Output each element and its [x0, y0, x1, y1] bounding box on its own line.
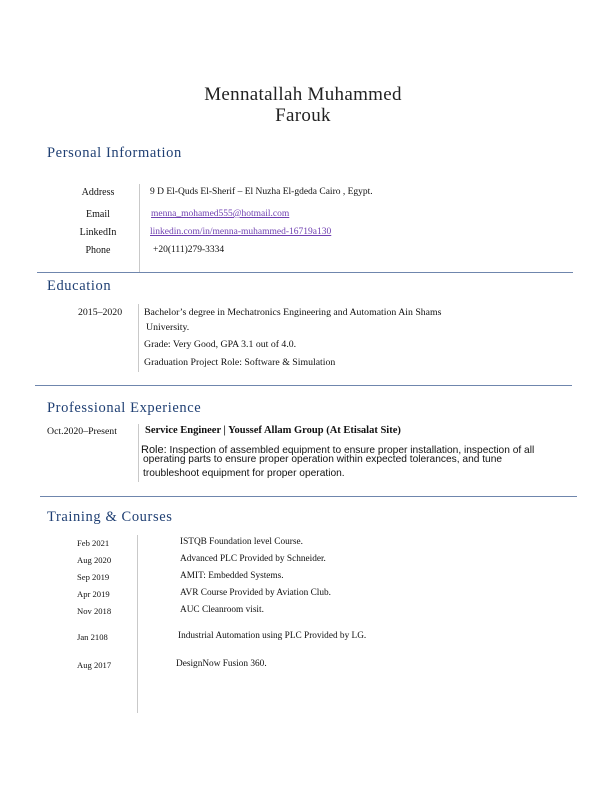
training-date: Feb 2021 — [77, 538, 110, 548]
grade: Grade: Very Good, GPA 3.1 out of 4.0. — [144, 339, 297, 350]
experience-section-title: Professional Experience — [47, 400, 202, 416]
graduation-project: Graduation Project Role: Software & Simulation — [144, 357, 336, 368]
training-course: AMIT: Embedded Systems. — [180, 571, 284, 581]
linkedin-link[interactable]: linkedin.com/in/menna-muhammed-16719a130 — [150, 227, 332, 237]
role-text-1: Inspection of assembled equipment to ensure proper installation, inspection of all — [166, 445, 535, 456]
training-date: Jan 2108 — [77, 632, 108, 642]
personal-divider — [139, 184, 140, 272]
degree-line-1: Bachelor’s degree in Mechatronics Engineering and Automation Ain Shams — [144, 307, 442, 318]
position-title: Service Engineer | Youssef Allam Group (At Etisalat Site) — [145, 425, 401, 436]
training-course: DesignNow Fusion 360. — [176, 659, 267, 669]
personal-section-title: Personal Information — [47, 145, 182, 161]
education-section-title: Education — [47, 278, 112, 294]
linkedin-label: LinkedIn — [79, 227, 117, 238]
degree-line-2: University. — [146, 322, 190, 333]
education-divider — [138, 304, 139, 372]
experience-dates: Oct.2020–Present — [47, 426, 117, 437]
address-label: Address — [81, 187, 115, 198]
experience-divider — [138, 424, 139, 482]
role-line-2: operating parts to ensure proper operation within expected tolerances, and tune — [143, 454, 503, 465]
email-link[interactable]: menna_mohamed555@hotmail.com — [151, 209, 290, 219]
training-date: Nov 2018 — [77, 606, 112, 616]
section-rule — [40, 496, 577, 497]
role-label: Role: — [141, 444, 167, 456]
training-date: Sep 2019 — [77, 572, 110, 582]
email-label: Email — [86, 209, 110, 220]
section-rule — [37, 272, 573, 273]
training-course: ISTQB Foundation level Course. — [180, 537, 303, 547]
training-divider — [137, 535, 138, 713]
name-line-2: Farouk — [275, 105, 331, 126]
phone-value: +20(111)279-3334 — [153, 245, 225, 255]
address-value: 9 D El-Quds El-Sherif – El Nuzha El-gdeda Cairo , Egypt. — [150, 187, 373, 197]
role-line-3: troubleshoot equipment for proper operation. — [143, 468, 345, 479]
training-section-title: Training & Courses — [47, 509, 173, 525]
training-course: Industrial Automation using PLC Provided by LG. — [178, 631, 367, 641]
training-course: Advanced PLC Provided by Schneider. — [180, 554, 326, 564]
section-rule — [35, 385, 572, 386]
phone-label: Phone — [85, 245, 111, 256]
training-date: Aug 2017 — [77, 660, 112, 670]
name-line-1: Mennatallah Muhammed — [204, 84, 402, 105]
training-course: AUC Cleanroom visit. — [180, 605, 264, 615]
training-course: AVR Course Provided by Aviation Club. — [180, 588, 331, 598]
education-years: 2015–2020 — [78, 307, 123, 318]
training-date: Apr 2019 — [77, 589, 110, 599]
training-date: Aug 2020 — [77, 555, 112, 565]
